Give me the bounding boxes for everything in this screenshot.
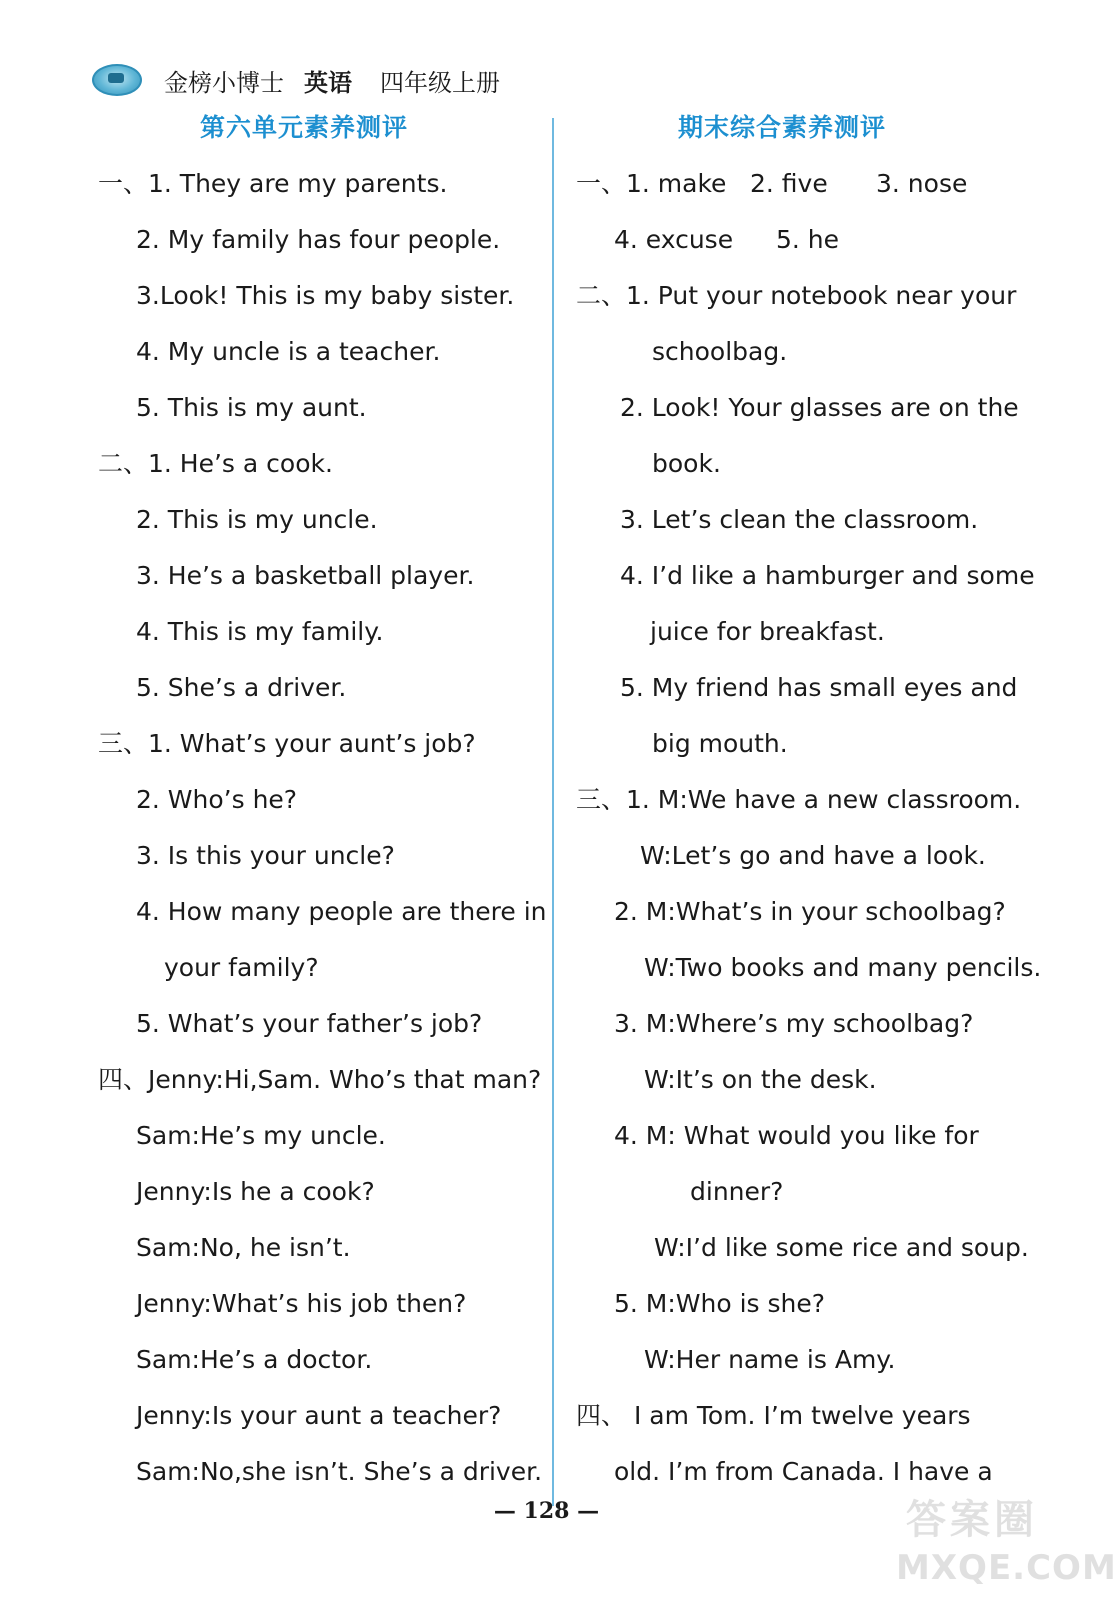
subject-label: 英语 (304, 68, 352, 97)
answer-line: 2. five (750, 169, 828, 198)
answer-line: W:It’s on the desk. (644, 1065, 877, 1094)
answer-line: 5. he (776, 225, 840, 254)
watermark-logo (896, 1488, 1117, 1593)
answer-line: 四、 I am Tom. I’m twelve years (576, 1401, 971, 1430)
answer-line: W:I’d like some rice and soup. (654, 1233, 1029, 1262)
answer-line: your family? (164, 953, 319, 982)
watermark-url-text: MXQE.COM (896, 1548, 1117, 1588)
column-divider (552, 118, 554, 1506)
answer-line: 一、1. make (576, 169, 727, 198)
brand-logo-icon (92, 64, 142, 96)
answer-line: dinner? (690, 1177, 784, 1206)
answer-line: book. (652, 449, 721, 478)
answer-line: 2. This is my uncle. (136, 505, 378, 534)
answer-line: 5. What’s your father’s job? (136, 1009, 483, 1038)
answer-line: W:Her name is Amy. (644, 1345, 896, 1374)
answer-line: 5. M:Who is she? (614, 1289, 826, 1318)
answer-line: Sam:He’s a doctor. (136, 1345, 373, 1374)
answer-line: old. I’m from Canada. I have a (614, 1457, 993, 1486)
answer-line: 三、1. M:We have a new classroom. (576, 785, 1022, 814)
answer-line: 4. How many people are there in (136, 897, 547, 926)
answer-line: 2. M:What’s in your schoolbag? (614, 897, 1006, 926)
answer-line: W:Let’s go and have a look. (640, 841, 986, 870)
page-header (92, 60, 520, 100)
answer-line: 5. This is my aunt. (136, 393, 367, 422)
answer-line: 2. Look! Your glasses are on the (620, 393, 1019, 422)
answer-line: 4. My uncle is a teacher. (136, 337, 441, 366)
answer-line: 2. Who’s he? (136, 785, 298, 814)
answer-line: 四、Jenny:Hi,Sam. Who’s that man? (98, 1065, 542, 1094)
answer-line: 2. My family has four people. (136, 225, 501, 254)
answer-line: 3. He’s a basketball player. (136, 561, 475, 590)
answer-line: Sam:No, he isn’t. (136, 1233, 351, 1262)
answer-line: 5. My friend has small eyes and (620, 673, 1018, 702)
answer-line: 3. Let’s clean the classroom. (620, 505, 979, 534)
answer-line: 4. excuse (614, 225, 734, 254)
answer-line: 3. nose (876, 169, 968, 198)
answer-line: W:Two books and many pencils. (644, 953, 1042, 982)
answer-line: 4. This is my family. (136, 617, 384, 646)
answer-line: 一、1. They are my parents. (98, 169, 448, 198)
answer-line: Jenny:Is your aunt a teacher? (136, 1401, 502, 1430)
answer-line: Sam:He’s my uncle. (136, 1121, 386, 1150)
answer-line: 三、1. What’s your aunt’s job? (98, 729, 476, 758)
answer-line: 3.Look! This is my baby sister. (136, 281, 515, 310)
right-section-title: 期末综合素养测评 (678, 113, 887, 142)
answer-line: 4. I’d like a hamburger and some (620, 561, 1035, 590)
answer-line: 3. M:Where’s my schoolbag? (614, 1009, 974, 1038)
answer-line: 二、1. He’s a cook. (98, 449, 333, 478)
answer-line: Jenny:What’s his job then? (136, 1289, 467, 1318)
answer-line: big mouth. (652, 729, 788, 758)
answer-line: Jenny:Is he a cook? (136, 1177, 375, 1206)
answer-line: juice for breakfast. (650, 617, 885, 646)
answer-line: 3. Is this your uncle? (136, 841, 395, 870)
answer-line: 5. She’s a driver. (136, 673, 347, 702)
answer-line: Sam:No,she isn’t. She’s a driver. (136, 1457, 543, 1486)
brand-name: 金榜小博士 (164, 68, 284, 97)
answer-line: schoolbag. (652, 337, 788, 366)
answer-line: 二、1. Put your notebook near your (576, 281, 1017, 310)
watermark-top-text: 答案圈 (906, 1497, 1038, 1543)
page-number: — 128 — (493, 1498, 600, 1524)
left-section-title: 第六单元素养测评 (200, 113, 409, 142)
answer-line: 4. M: What would you like for (614, 1121, 979, 1150)
grade-label: 四年级上册 (380, 68, 500, 97)
